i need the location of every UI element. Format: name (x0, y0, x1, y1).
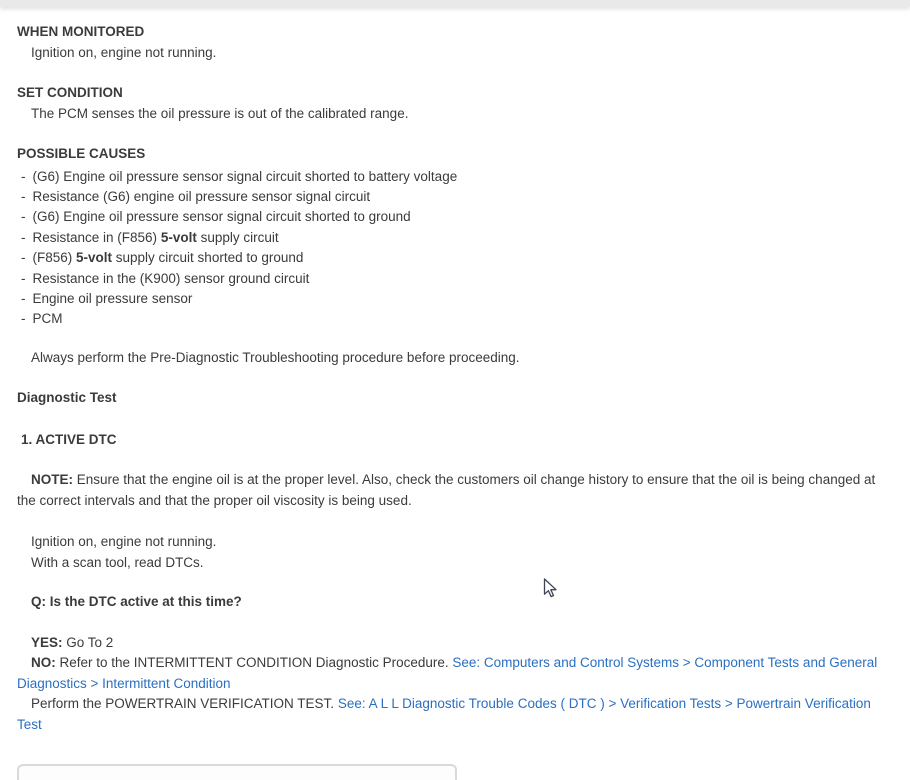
no-text: Refer to the INTERMITTENT CONDITION Diagnostic Procedure. (59, 655, 449, 671)
possible-causes-list (17, 167, 896, 330)
step-instruction: Ignition on, engine not running. (31, 534, 217, 550)
no-label: NO: (31, 655, 56, 671)
set-condition-heading: SET CONDITION (17, 85, 123, 100)
list-item: - PCM (17, 309, 896, 329)
dash-bullet: - (21, 188, 26, 204)
note-paragraph (17, 470, 896, 511)
diagnostic-document (0, 7, 910, 735)
dash-bullet: - (21, 209, 26, 225)
question-line: Q: Is the DTC active at this time? (31, 594, 242, 610)
verification-instruction (17, 694, 896, 735)
dash-bullet: - (21, 229, 26, 245)
possible-causes-heading: POSSIBLE CAUSES (17, 146, 146, 161)
note-text: Ensure that the engine oil is at the proper level. Also, check the customers oil change history to ensure that the oil is being changed at the correct intervals and that the proper oil viscosity is being used. (17, 472, 876, 508)
dash-bullet: - (21, 168, 26, 184)
list-item: - Resistance (G6) engine oil pressure sensor signal circuit (17, 187, 896, 207)
when-monitored-heading: WHEN MONITORED (17, 24, 145, 39)
dash-bullet: - (21, 250, 26, 266)
yes-text: Go To 2 (66, 634, 114, 650)
yes-label: YES: (31, 634, 63, 650)
list-item: - Resistance in (F856) 5-volt supply circuit (17, 228, 896, 248)
step-instruction: With a scan tool, read DTCs. (31, 554, 204, 570)
toolbar-bottom-edge (0, 0, 910, 7)
powertrain-verification-link[interactable]: See: A L L Diagnostic Trouble Codes ( DTC ) > Verification Tests > Powertrain Verification Test (17, 696, 871, 732)
verification-text: Perform the POWERTRAIN VERIFICATION TEST. (31, 696, 335, 712)
list-item: - (G6) Engine oil pressure sensor signal circuit shorted to battery voltage (17, 167, 896, 187)
dash-bullet: - (21, 270, 26, 286)
next-panel-top-edge (17, 764, 457, 780)
intermittent-condition-link[interactable]: See: Computers and Control Systems > Component Tests and General Diagnostics > Intermittent Condition (17, 655, 878, 691)
list-item: - (G6) Engine oil pressure sensor signal circuit shorted to ground (17, 207, 896, 227)
diagnostic-test-heading: Diagnostic Test (17, 390, 117, 406)
yes-answer (17, 633, 896, 654)
note-label: NOTE: (31, 472, 73, 488)
dash-bullet: - (21, 311, 26, 327)
no-answer (17, 653, 896, 694)
dash-bullet: - (21, 290, 26, 306)
list-item: - Engine oil pressure sensor (17, 289, 896, 309)
list-item: - (F856) 5-volt supply circuit shorted to ground (17, 248, 896, 268)
pre-diagnostic-note: Always perform the Pre-Diagnostic Troubleshooting procedure before proceeding. (31, 349, 520, 365)
list-item: - Resistance in the (K900) sensor ground circuit (17, 269, 896, 289)
set-condition-body: The PCM senses the oil pressure is out of the calibrated range. (31, 105, 409, 121)
step-1-heading: 1. ACTIVE DTC (21, 431, 117, 447)
when-monitored-body: Ignition on, engine not running. (31, 44, 217, 60)
